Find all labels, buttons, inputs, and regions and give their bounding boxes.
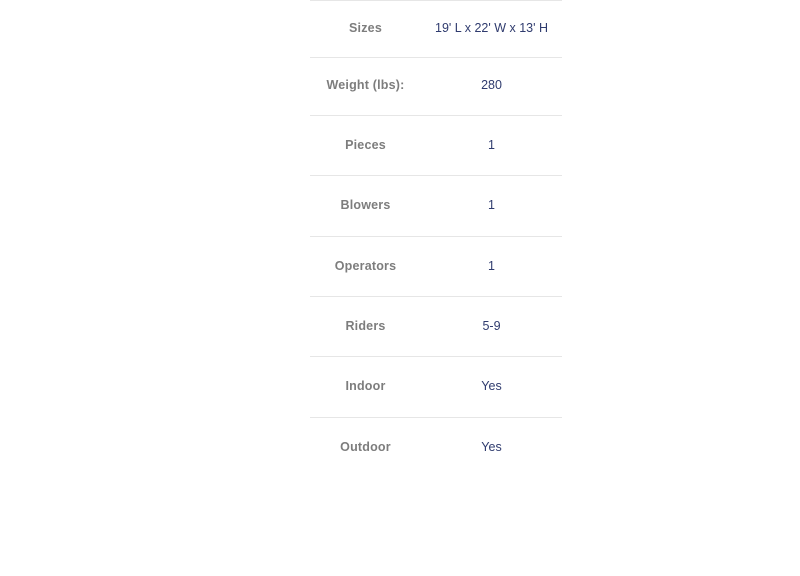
spec-value-operators: 1 — [488, 258, 495, 273]
table-row — [310, 296, 562, 356]
spec-value-indoor: Yes — [481, 379, 502, 394]
spec-value-sizes: 19' L x 22' W x 13' H — [435, 21, 548, 35]
spec-label-indoor: Indoor — [345, 379, 386, 394]
spec-value-pieces: 1 — [488, 137, 495, 152]
product-specifications-panel — [310, 0, 548, 477]
spec-label-blowers: Blowers — [340, 198, 391, 213]
spec-label-sizes: Sizes — [349, 21, 382, 35]
specifications-table-body — [310, 1, 562, 478]
table-row — [310, 1, 562, 58]
spec-label-weight: Weight (lbs): — [326, 78, 405, 93]
table-row — [310, 58, 562, 115]
specifications-table — [310, 0, 562, 477]
spec-label-pieces: Pieces — [345, 137, 386, 152]
spec-label-riders: Riders — [345, 318, 386, 333]
table-row — [310, 417, 562, 477]
spec-label-operators: Operators — [334, 258, 397, 273]
spec-value-blowers: 1 — [488, 198, 495, 213]
spec-label-outdoor: Outdoor — [340, 439, 391, 454]
table-row — [310, 176, 562, 236]
table-row — [310, 115, 562, 175]
spec-value-weight: 280 — [481, 78, 502, 93]
table-row — [310, 236, 562, 296]
spec-value-riders: 5-9 — [482, 318, 501, 333]
spec-value-outdoor: Yes — [481, 439, 502, 454]
table-row — [310, 357, 562, 417]
